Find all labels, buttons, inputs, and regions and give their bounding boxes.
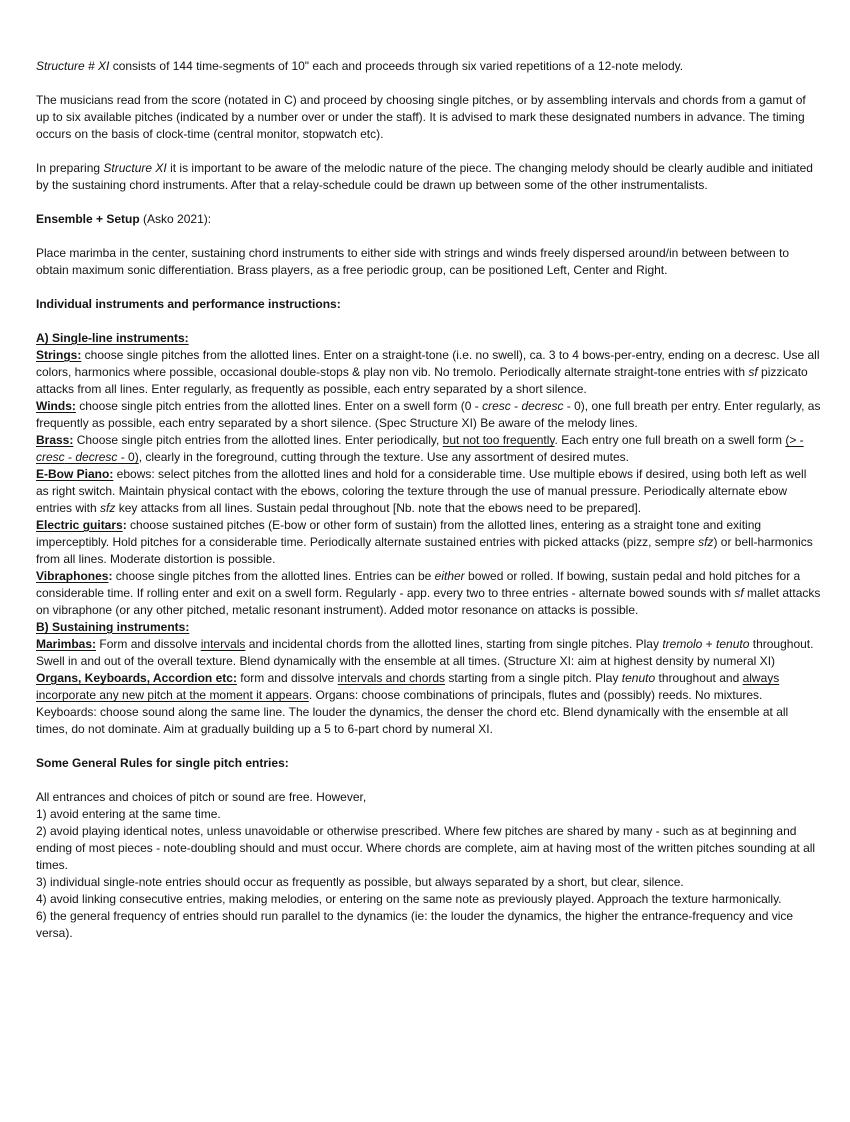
text-run: consists of 144 time-segments of 10" each and proceeds through six varied repetitions of a 12-note melody. — [109, 59, 684, 73]
text-run: always incorporate any new pitch at the moment it appears — [36, 671, 780, 702]
text-run: Marimbas: — [36, 637, 97, 651]
text-run: Ensemble + Setup — [36, 212, 140, 226]
rule-4 — [36, 891, 822, 908]
preparing-paragraph — [36, 160, 822, 194]
marimbas-instructions — [36, 636, 822, 670]
ebow-piano-instructions — [36, 466, 822, 517]
text-run: Individual instruments and performance instructions: — [36, 297, 341, 311]
rule-6 — [36, 908, 822, 942]
text-run: decresc — [75, 450, 118, 464]
organs-keyboards-accordion-instructions — [36, 670, 822, 738]
text-run: sf — [748, 365, 758, 379]
text-run: Winds: — [36, 399, 76, 413]
text-run: Structure XI — [103, 161, 167, 175]
text-run: B) Sustaining instruments: — [36, 620, 190, 634]
text-run: (> - — [785, 433, 804, 447]
text-run: Strings: — [36, 348, 82, 362]
text-run: cresc — [36, 450, 65, 464]
text-run: 6) the general frequency of entries should run parallel to the dynamics (ie: the louder the dynamics, the higher the entrance-frequency and vice versa). — [36, 909, 794, 940]
text-run: E-Bow Piano: — [36, 467, 114, 481]
text-run: intervals and chords — [337, 671, 446, 685]
text-run: and incidental chords from the allotted lines, starting from single pitches. Play — [245, 637, 663, 651]
text-run: Structure # XI — [36, 59, 110, 73]
text-run: : — [122, 518, 127, 532]
text-run: intervals — [200, 637, 246, 651]
text-run: ebows: select pitches from the allotted lines and hold for a considerable time. Use multiple ebows if desired, using both left as well as right switch. Maintain physical contact with the ebows, coloring the texture through the use of manual pressure. Periodically alternate ebow entries with — [36, 467, 807, 515]
general-rules-heading — [36, 755, 822, 772]
text-run: Electric guitars — [36, 518, 123, 532]
text-run: Vibraphones — [36, 569, 109, 583]
vibraphones-instructions — [36, 568, 822, 619]
text-run: (Asko 2021): — [139, 212, 212, 226]
text-run: it is important to be aware of the melodic nature of the piece. The changing melody should be clearly audible and initiated by the sustaining chord instruments. After that a relay-schedule could be drawn up between some of the other instrumentalists. — [36, 161, 813, 192]
musicians-score-paragraph — [36, 92, 822, 143]
text-run: sfz — [698, 535, 714, 549]
text-run: - 0), one full breath per entry. Enter regularly, as frequently as possible, each entry separated by a short silence. (Spec Structure XI) Be aware of the melody lines. — [36, 399, 821, 430]
electric-guitars-instructions — [36, 517, 822, 568]
text-run: Brass: — [36, 433, 74, 447]
text-run: - — [510, 399, 522, 413]
text-run: starting from a single pitch. Play — [445, 671, 622, 685]
text-run: pizzicato attacks from all lines. Enter regularly, as frequently as possible, each entry separated by a short silence. — [36, 365, 808, 396]
text-run: tenuto — [621, 671, 656, 685]
text-run: key attacks from all lines. Sustain pedal throughout [Nb. note that the ebows need to be prepared]. — [115, 501, 642, 515]
text-run: Form and dissolve — [96, 637, 201, 651]
strings-instructions — [36, 347, 822, 398]
text-run: A) Single-line instruments: — [36, 331, 189, 345]
text-run: Organs, Keyboards, Accordion etc: — [36, 671, 237, 685]
text-run: In preparing — [36, 161, 104, 175]
text-run: . Organs: choose combinations of principals, flutes and (possibly) reeds. No mixtures. Keyboards: choose sound along the same line. The louder the dynamics, the denser the chord etc. Blend dynamically with the ensemble at all times, do not dominate. Aim at gradually building up a 5 to 6-part chord by numeral XI. — [36, 688, 789, 736]
text-run: either — [434, 569, 465, 583]
text-run: : — [108, 569, 113, 583]
setup-placement-paragraph — [36, 245, 822, 279]
text-run: Some General Rules for single pitch entries: — [36, 756, 289, 770]
text-run: decresc — [521, 399, 564, 413]
text-run: choose single pitches from the allotted lines. Entries can be — [112, 569, 435, 583]
rule-2 — [36, 823, 822, 874]
rules-intro-paragraph — [36, 789, 822, 806]
text-run: mallet attacks on vibraphone (or any other pitched, metalic resonant instrument). Added motor resonance on attacks is possible. — [36, 586, 821, 617]
text-run: All entrances and choices of pitch or sound are free. However, — [36, 790, 367, 804]
individual-instruments-heading — [36, 296, 822, 313]
text-run: Place marimba in the center, sustaining chord instruments to either side with strings and winds freely dispersed around/in between between to obtain maximum sonic differentiation. Brass players, as a free periodic group, can be positioned Left, Center and Right. — [36, 246, 790, 277]
rule-1 — [36, 806, 822, 823]
text-run: ) or bell-harmonics from all lines. Moderate distortion is possible. — [36, 535, 813, 566]
text-run: sf — [734, 586, 744, 600]
text-run: tremolo — [662, 637, 703, 651]
text-run: bowed or rolled. If bowing, sustain pedal and hold pitches for a considerable time. If rolling enter and exit on a swell form. Regularly - app. every two to three entries - alternate bowed sounds with — [36, 569, 801, 600]
sustaining-instruments-heading — [36, 619, 822, 636]
text-run: choose single pitches from the allotted lines. Enter on a straight-tone (i.e. no swell), ca. 3 to 4 bows-per-entry, ending on a decresc. Use all colors, harmonics where possible, occasional double-stops & play non vib. No tremolo. Periodically alternate straight-tone entries with — [36, 348, 820, 379]
text-run: . Each entry one full breath on a swell form — [554, 433, 786, 447]
winds-instructions — [36, 398, 822, 432]
ensemble-setup-heading — [36, 211, 822, 228]
text-run: Choose single pitch entries from the allotted lines. Enter periodically, — [73, 433, 443, 447]
text-run: tenuto — [716, 637, 750, 651]
text-run: sfz — [100, 501, 116, 515]
text-run: , clearly in the foreground, cutting through the texture. Use any assortment of desired mutes. — [138, 450, 629, 464]
single-line-instruments-heading — [36, 330, 822, 347]
rule-3 — [36, 874, 822, 891]
text-run: The musicians read from the score (notated in C) and proceed by choosing single pitches, or by assembling intervals and chords from a gamut of up to six available pitches (indicated by a number over or under the staff). It is advised to mark these designated numbers in advance. The timing occurs on the basis of clock-time (central monitor, stopwatch etc). — [36, 93, 806, 141]
text-run: throughout. Swell in and out of the overall texture. Blend dynamically with the ensemble at all times. (Structure XI: aim at highest density by numeral XI) — [36, 637, 814, 668]
text-run: choose single pitch entries from the allotted lines. Enter on a swell form (0 - — [75, 399, 483, 413]
text-run: choose sustained pitches (E-bow or other form of sustain) from the allotted lines, entering as a straight tone and exiting imperceptibly. Hold pitches for a considerable time. Periodically alternate sustained entries with picked attacks (pizz, sempre — [36, 518, 762, 549]
text-run: 1) avoid entering at the same time. — [36, 807, 221, 821]
text-run: 3) individual single-note entries should occur as frequently as possible, but always separated by a short, but clear, silence. — [36, 875, 684, 889]
text-run: form and dissolve — [236, 671, 338, 685]
text-run: throughout and — [655, 671, 743, 685]
text-run: - — [64, 450, 76, 464]
text-run: 4) avoid linking consecutive entries, making melodies, or entering on the same note as previously played. Approach the texture harmonically. — [36, 892, 782, 906]
text-run: cresc — [482, 399, 511, 413]
text-run: + — [702, 637, 717, 651]
text-run: 2) avoid playing identical notes, unless unavoidable or otherwise prescribed. Where few pitches are shared by many - such as at beginning and ending of most pieces - note-doubling should and must occur. Where chords are complete, aim at having most of the written pitches sounding at all times. — [36, 824, 816, 872]
brass-instructions — [36, 432, 822, 466]
document-content — [36, 58, 822, 942]
intro-structure-paragraph — [36, 58, 822, 75]
text-run: but not too frequently — [442, 433, 555, 447]
text-run: - 0) — [117, 450, 139, 464]
